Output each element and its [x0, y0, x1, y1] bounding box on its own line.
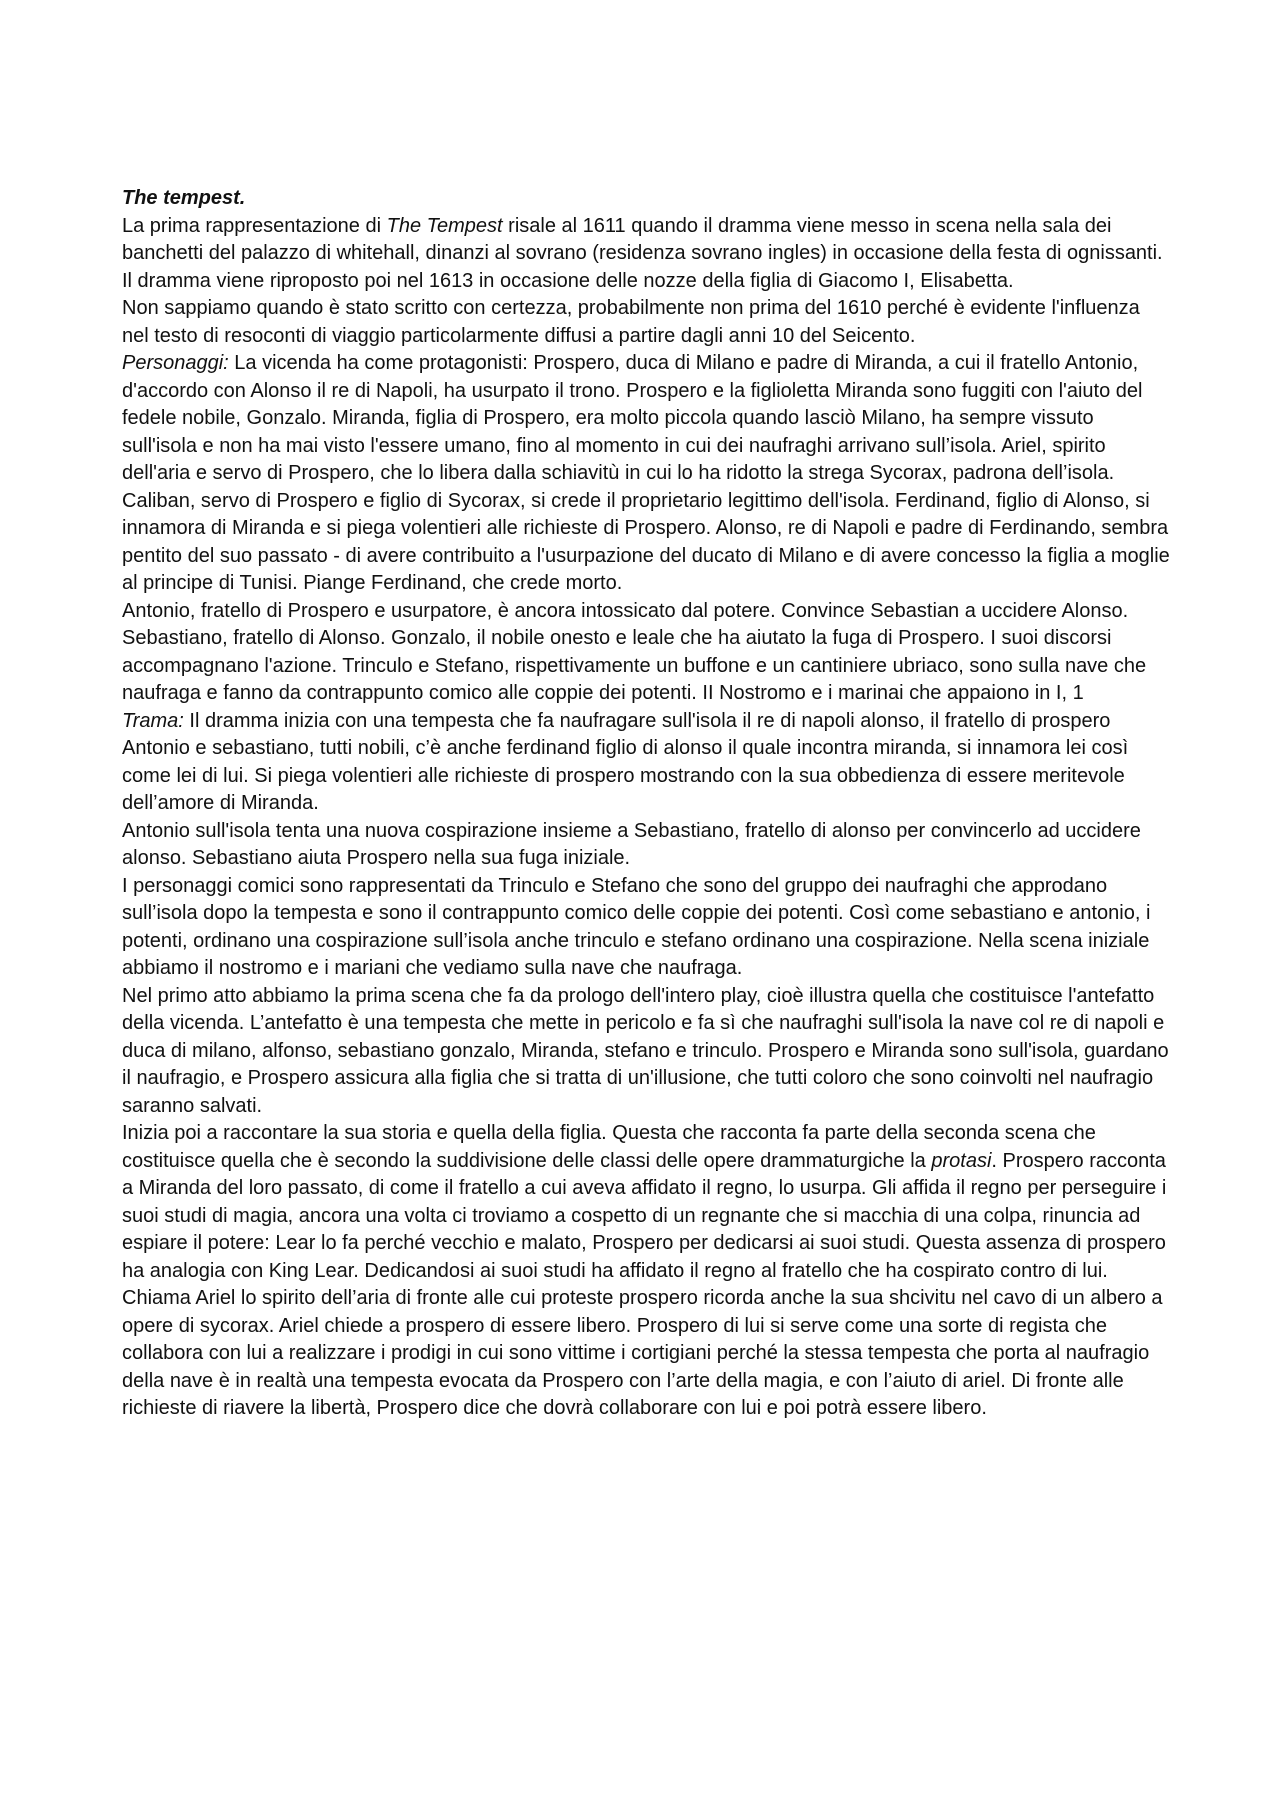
protasis-italic: protasi — [931, 1149, 992, 1172]
characters-label: Personaggi: — [122, 352, 229, 374]
paragraph-intro — [122, 213, 1172, 296]
paragraph-characters — [122, 350, 1172, 598]
plot-text: Il dramma inizia con una tempesta che fa naufragare sull'isola il re di napoli alonso, il fratello di prospero Antonio e sebastiano, tutti nobili, c’è anche ferdinand figlio di alonso il quale incontra miranda, si innamora lei così come lei di lui. Si piega volentieri alle richieste di prospero mostrando con la sua obbedienza di essere meritevole dell’amore di Miranda. — [122, 709, 1129, 814]
paragraph-comic-characters: I personaggi comici sono rappresentati da Trinculo e Stefano che sono del gruppo dei naufraghi che approdano sull’isola dopo la tempesta e sono il contrappunto comico delle coppie dei potenti. Così come sebastiano e antonio, i potenti, ordinano una cospirazione sull’isola anche trinculo e stefano ordinano una cospirazione. Nella scena iniziale abbiamo il nostromo e i mariani che vediamo sulla nave che naufraga. — [122, 874, 1151, 979]
paragraph-plot — [122, 708, 1172, 818]
document-page — [122, 185, 1172, 1423]
plot-label: Trama: — [122, 709, 184, 732]
document-title: The tempest. — [122, 187, 246, 209]
paragraph-antonio: Antonio, fratello di Prospero e usurpatore, è ancora intossicato dal potere. Convince Sebastian a uccidere Alonso. Sebastiano, fratello di Alonso. Gonzalo, il nobile onesto e leale che ha aiutato la fuga di Prospero. I suoi discorsi accompagnano l'azione. Trinculo e Stefano, rispettivamente un buffone e un cantiniere ubriaco, sono sulla nave che naufraga e fanno da contrappunto comico alle coppie dei potenti. II Nostromo e i marinai che appaiono in I, 1 — [122, 599, 1147, 704]
protasis-text-c: . Prospero racconta a Miranda del loro passato, di come il fratello a cui aveva affidato il regno, lo usurpa. Gli affida il regno per perseguire i suoi studi di magia, ancora una volta ci troviamo a cospetto di un regnante che si macchia di una colpa, rinuncia ad espiare il potere: Lear lo fa perché vecchio e malato, Prospero per dedicarsi ai suoi studi. Questa assenza di prospero ha analogia con King Lear. Dedicandosi ai suoi studi ha affidato il regno al fratello che ha cospirato contro di lui. — [122, 1149, 1167, 1282]
protasis-text-a: Inizia poi a raccontare la sua storia e quella della figlia. Questa che racconta fa parte della seconda scena che costituisce quella che è secondo la suddivisione delle classi delle opere drammaturgiche la — [122, 1122, 1096, 1172]
play-title-italic: The Tempest — [386, 214, 503, 237]
paragraph-intro-text-c: risale al 1611 quando il dramma viene messo in scena nella sala dei banchetti del palazzo di whitehall, dinanzi al sovrano (residenza sovrano ingles) in occasione della festa di ognissanti. Il dramma viene riproposto poi nel 1613 in occasione delle nozze della figlia di Giacomo I, Elisabetta. — [122, 214, 1163, 292]
paragraph-intro-text-a: La prima rappresentazione di — [122, 214, 387, 237]
paragraph-ariel: Chiama Ariel lo spirito dell’aria di fronte alle cui proteste prospero ricorda anche la sua shcivitu nel cavo di un albero a opere di sycorax. Ariel chiede a prospero di essere libero. Prospero di lui si serve come una sorte di regista che collabora con lui a realizzare i prodigi in cui sono vittime i cortigiani perché la stessa tempesta che porta al naufragio della nave è in realtà una tempesta evocata da Prospero con l’arte della magia, e con l’aiuto di ariel. Di fronte alle richieste di riavere la libertà, Prospero dice che dovrà collaborare con lui e poi potrà essere libero. — [122, 1287, 1163, 1419]
paragraph-protasis — [122, 1120, 1172, 1285]
paragraph-first-act: Nel primo atto abbiamo la prima scena che fa da prologo dell'intero play, cioè illustra quella che costituisce l'antefatto della vicenda. L’antefatto è una tempesta che mette in pericolo e fa sì che naufraghi sull'isola la nave col re di napoli e duca di milano, alfonso, sebastiano gonzalo, Miranda, stefano e trinculo. Prospero e Miranda sono sull'isola, guardano il naufragio, e Prospero assicura alla figlia che si tratta di un'illusione, che tutti coloro che sono coinvolti nel naufragio saranno salvati. — [122, 984, 1169, 1117]
paragraph-conspiracy: Antonio sull'isola tenta una nuova cospirazione insieme a Sebastiano, fratello di alonso per convincerlo ad uccidere alonso. Sebastiano aiuta Prospero nella sua fuga iniziale. — [122, 819, 1141, 869]
paragraph-date: Non sappiamo quando è stato scritto con certezza, probabilmente non prima del 1610 perché è evidente l'influenza nel testo di resoconti di viaggio particolarmente diffusi a partire dagli anni 10 del Seicento. — [122, 297, 1140, 347]
characters-text: La vicenda ha come protagonisti: Prospero, duca di Milano e padre di Miranda, a cui il fratello Antonio, d'accordo con Alonso il re di Napoli, ha usurpato il trono. Prospero e la figlioletta Miranda sono fuggiti con l'aiuto del fedele nobile, Gonzalo. Miranda, figlia di Prospero, era molto piccola quando lasciò Milano, ha sempre vissuto sull'isola e non ha mai visto l'essere umano, fino al momento in cui dei naufraghi arrivano sull’isola. Ariel, spirito dell'aria e servo di Prospero, che lo libera dalla schiavitù in cui lo ha ridotto la strega Sycorax, padrona dell’isola. Caliban, servo di Prospero e figlio di Sycorax, si crede il proprietario legittimo dell'isola. Ferdinand, figlio di Alonso, si innamora di Miranda e si piega volentieri alle richieste di Prospero. Alonso, re di Napoli e padre di Ferdinando, sembra pentito del suo passato - di avere contribuito a l'usurpazione del ducato di Milano e di avere concesso la figlia a moglie al principe di Tunisi. Piange Ferdinand, che crede morto. — [122, 352, 1170, 594]
